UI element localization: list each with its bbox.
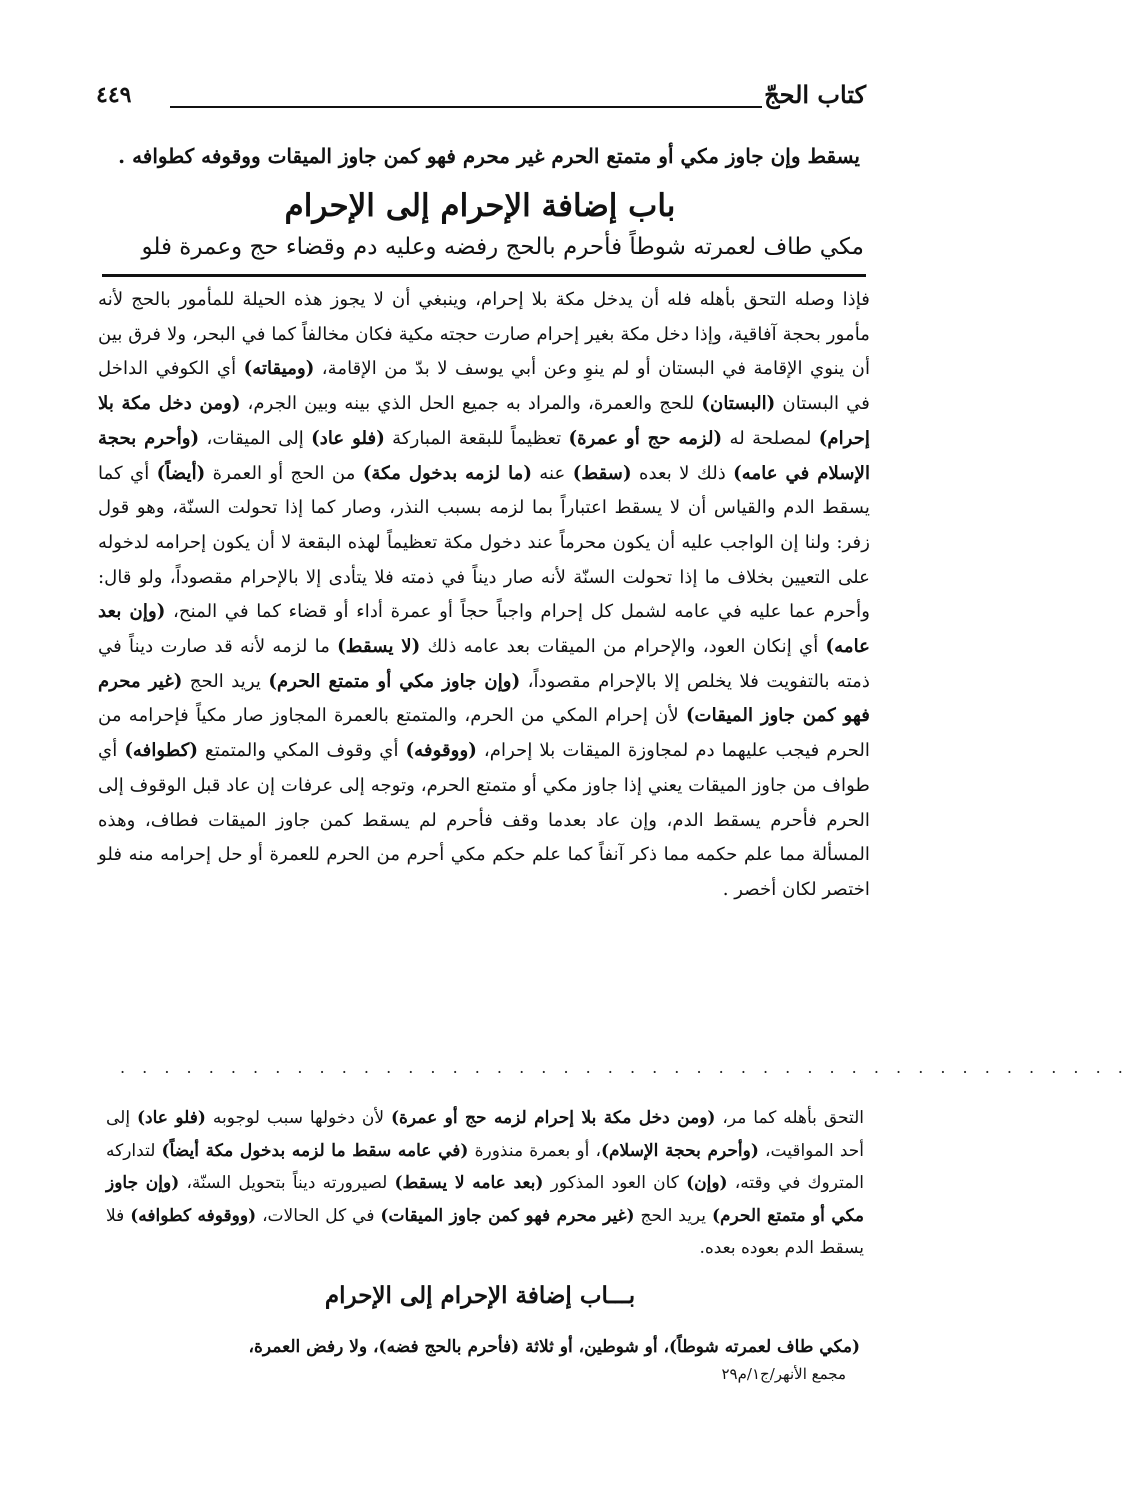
- commentary-segment: فلا يسقط الدم بعوده بعده.: [106, 1205, 864, 1259]
- commentary-segment: إلى الميقات،: [199, 427, 312, 449]
- page-signature: مجمع الأنهر/ج١/م٢٩: [721, 1365, 846, 1383]
- quoted-matn-phrase: (ووقوفه كطوافه): [130, 1205, 257, 1226]
- commentary-segment: ما لزمه لأنه قد صارت ديناً في ذمته بالتفويت فلا يخلص إلا بالإحرام مقصوداً،: [98, 636, 871, 692]
- page-number: ٤٤٩: [96, 82, 132, 108]
- commentary-segment: كان العود المذكور: [543, 1173, 687, 1194]
- commentary-segment: للحج والعمرة، والمراد به جميع الحل الذي بينه وبين الجرم،: [240, 393, 702, 415]
- quoted-matn-phrase: (وإن): [686, 1173, 728, 1194]
- quoted-matn-phrase: (وأحرم بحجة الإسلام في عامه): [98, 427, 871, 484]
- commentary-segment: ذلك لا بعده: [631, 462, 734, 484]
- commentary-segment: لأن دخولها سبب لوجوبه: [205, 1108, 391, 1128]
- matn-line: مكي طاف لعمرته شوطاً فأحرم بالحج رفضه وعليه دم وقضاء حج وعمرة فلو: [141, 234, 864, 260]
- quoted-matn-phrase: (ومن دخل مكة بلا إحرام): [98, 393, 870, 449]
- commentary-segment: أي طواف من جاوز الميقات يعني إذا جاوز مكي أو متمتع الحرم، وتوجه إلى عرفات إن عاد قبل الوقوف إلى الحرم فأحرم يسقط الدم، وإن عاد بعدما وقف فأحرم لم يسقط كمن جاوز الميقات فطاف، وهذه المسألة مما علم حكمه مما ذكر آنفاً كما علم حكم مكي أحرم من الحرم للعمرة أو حل إحرامه منه فلو اختصر لكان أخصر .: [98, 740, 870, 900]
- quoted-matn-phrase: (فلو عاد): [137, 1108, 206, 1128]
- quoted-matn-phrase: (البستان): [701, 393, 776, 415]
- quoted-matn-phrase: (وأحرم بحجة الإسلام): [600, 1140, 759, 1161]
- quoted-matn-phrase: (فلو عاد): [311, 427, 385, 449]
- running-header-title: كتاب الحجّ: [764, 80, 866, 109]
- commentary-segment: أي الكوفي الداخل في البستان: [98, 358, 870, 415]
- lower-commentary-text: [106, 1102, 864, 1265]
- quoted-matn-phrase: (وإن جاوز مكي أو متمتع الحرم): [268, 670, 521, 692]
- commentary-segment: أي إنكان العود، والإحرام من الميقات بعد عامه ذلك: [420, 636, 826, 658]
- commentary-segment: التحق بأهله كما مر،: [715, 1108, 865, 1128]
- footnote-separator: . . . . . . . . . . . . . . . . . . . . . . . . . . . . . . . . . . . . . . . . . . . . . .: [120, 1058, 1129, 1077]
- section-rule: [102, 274, 866, 277]
- commentary-segment: فإذا وصله التحق بأهله فله أن يدخل مكة بلا إحرام، وينبغي أن لا يجوز هذه الحيلة للمأمور بالحج لأنه مأمور بحجة آفاقية، وإذا دخل مكة بغير إحرام صارت حجته مكية فكان مخالفاً كما في البحر، ولا فرق بين أن ينوي الإقامة في البستان أو لم ينوِ وعن أبي يوسف لا بدّ من الإقامة،: [98, 289, 870, 380]
- commentary-segment: من الحج أو العمرة: [205, 462, 363, 484]
- commentary-segment: إلى أحد المواقيت،: [106, 1108, 864, 1161]
- quoted-matn-phrase: (ما لزمه بدخول مكة): [362, 462, 532, 484]
- quoted-matn-phrase: (غير محرم فهو كمن جاوز الميقات): [380, 1205, 635, 1226]
- commentary-segment: لأن إحرام المكي من الحرم، والمتمتع بالعمرة المجاوز صار مكياً فإحرامه من الحرم فيجب عليهما دم لمجاوزة الميقات بلا إحرام،: [98, 705, 870, 762]
- commentary-segment: لصيرورته ديناً بتحويل السنّة،: [179, 1173, 395, 1194]
- commentary-text: [98, 283, 870, 908]
- quoted-matn-phrase: (غير محرم فهو كمن جاوز الميقات): [98, 670, 870, 727]
- lower-commentary-line: (مكي طاف لعمرته شوطاً)، أو شوطين، أو ثلاثة (فأحرم بالحج فضه)، ولا رفض العمرة،: [248, 1337, 860, 1357]
- quoted-matn-phrase: (وإن بعد عامه): [98, 601, 870, 658]
- commentary-segment: يريد الحج: [634, 1205, 712, 1226]
- commentary-segment: ، أو بعمرة منذورة: [468, 1140, 601, 1161]
- quoted-matn-phrase: (بعد عامه لا يسقط): [394, 1173, 544, 1194]
- quoted-matn-phrase: (سقط): [572, 462, 632, 484]
- quoted-matn-phrase: (ومن دخل مكة بلا إحرام لزمه حج أو عمرة): [390, 1108, 716, 1128]
- commentary-segment: عنه: [531, 462, 573, 484]
- quoted-matn-phrase: (أيضاً): [156, 462, 206, 484]
- commentary-paragraph: [98, 283, 870, 908]
- matn-line: يسقط وإن جاوز مكي أو متمتع الحرم غير محرم فهو كمن جاوز الميقات ووقوفه كطوافه .: [118, 144, 860, 168]
- commentary-segment: لمصلحة له: [722, 427, 819, 449]
- commentary-segment: يريد الحج: [182, 670, 269, 692]
- quoted-matn-phrase: (وإن جاوز مكي أو متمتع الحرم): [106, 1173, 865, 1226]
- quoted-matn-phrase: (وميقاته): [243, 358, 315, 380]
- quoted-matn-phrase: (كطوافه): [124, 740, 199, 762]
- quoted-matn-phrase: (لا يسقط): [337, 636, 421, 658]
- chapter-title: باب إضافة الإحرام إلى الإحرام: [284, 188, 676, 224]
- commentary-segment: تعظيماً للبقعة المباركة: [384, 427, 569, 449]
- commentary-segment: أي كما يسقط الدم والقياس أن لا يسقط اعتباراً بما لزمه بسبب النذر، وصار كما إذا تحولت السنّة، وهو قول زفر: ولنا إن الواجب عليه أن يكون محرماً عند دخول مكة تعظيماً لهذه البقعة لا أن يكون إحرامه لدخوله على التعيين بخلاف ما إذا تحولت السنّة لأنه صار ديناً في ذمته فلا يتأدى إلا بالإحرام مقصوداً، ولو قال: وأحرم عما عليه في عامه لشمل كل إحرام واجباً حجاً أو عمرة أداء أو قضاء كما في المنح،: [98, 462, 870, 623]
- quoted-matn-phrase: (في عامه سقط ما لزمه بدخول مكة أيضاً): [161, 1140, 469, 1161]
- commentary-segment: في كل الحالات،: [256, 1205, 381, 1226]
- lower-chapter-title: بـــاب إضافة الإحرام إلى الإحرام: [324, 1282, 636, 1309]
- commentary-segment: لتداركه المتروك في وقته،: [106, 1140, 864, 1194]
- header-rule: [170, 106, 762, 108]
- quoted-matn-phrase: (ووقوفه): [405, 740, 477, 762]
- lower-commentary-paragraph: [106, 1102, 864, 1265]
- commentary-segment: أي وقوف المكي والمتمتع: [198, 740, 406, 762]
- quoted-matn-phrase: (لزمه حج أو عمرة): [568, 427, 723, 449]
